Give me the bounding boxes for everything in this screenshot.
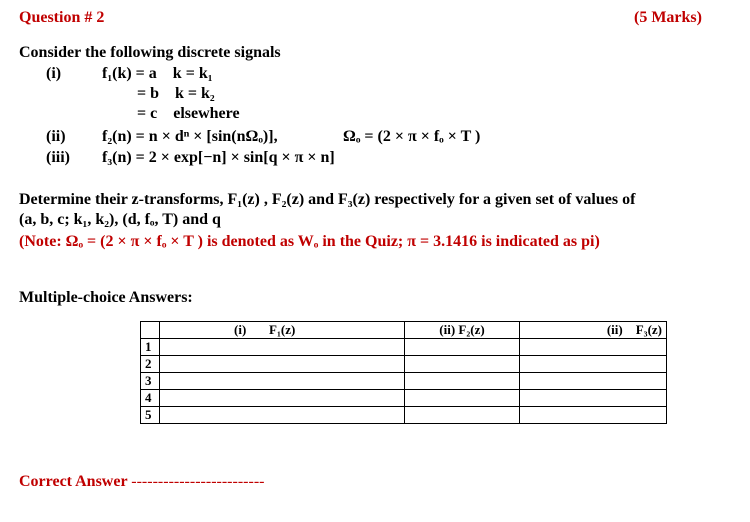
answer-cell[interactable]	[160, 407, 405, 424]
answer-cell[interactable]	[405, 407, 520, 424]
row-number: 1	[141, 339, 160, 356]
answers-table	[140, 321, 667, 424]
signal-ii-expression: f₂(n) = n × dⁿ × [sin(nΩₒ)],	[102, 128, 278, 145]
answer-cell[interactable]	[520, 373, 667, 390]
signal-i-label: (i)	[46, 65, 62, 82]
correct-answer-text: Correct Answer	[19, 473, 128, 490]
answer-cell[interactable]	[520, 390, 667, 407]
table-header-row	[141, 322, 667, 339]
table-header-cell: (i) F₁(z)	[160, 322, 405, 339]
table-row	[141, 390, 667, 407]
answer-cell[interactable]	[160, 339, 405, 356]
intro-text: Consider the following discrete signals	[19, 44, 281, 61]
task-line-1: Determine their z-transforms, F₁(z) , F₂(z) and F₃(z) respectively for a given set of values of	[19, 191, 636, 208]
answer-cell[interactable]	[405, 339, 520, 356]
signal-ii-label: (ii)	[46, 128, 66, 145]
answer-cell[interactable]	[160, 356, 405, 373]
answer-cell[interactable]	[520, 407, 667, 424]
signal-i-line1: f₁(k) = a k = k₁	[102, 65, 213, 82]
signal-iii-label: (iii)	[46, 149, 70, 166]
task-line-2: (a, b, c; k₁, k₂), (d, fₒ, T) and q	[19, 211, 221, 228]
answer-cell[interactable]	[160, 373, 405, 390]
row-number: 2	[141, 356, 160, 373]
omega-definition: Ωₒ = (2 × π × fₒ × T )	[343, 128, 481, 145]
answer-cell[interactable]	[405, 390, 520, 407]
correct-answer-label	[19, 472, 264, 492]
mcq-title: Multiple-choice Answers:	[19, 289, 193, 306]
table-row	[141, 373, 667, 390]
answer-blank-line[interactable]: -------------------------	[131, 473, 265, 490]
answer-cell[interactable]	[520, 339, 667, 356]
table-header-cell: (ii) F₃(z)	[520, 322, 667, 339]
signal-iii-expression: f₃(n) = 2 × exp[−n] × sin[q × π × n]	[102, 149, 335, 166]
table-header-cell: (ii) F₂(z)	[405, 322, 520, 339]
table-row	[141, 356, 667, 373]
answer-cell[interactable]	[405, 356, 520, 373]
answer-cell[interactable]	[160, 390, 405, 407]
row-number: 5	[141, 407, 160, 424]
answer-cell[interactable]	[405, 373, 520, 390]
row-number: 4	[141, 390, 160, 407]
table-row	[141, 339, 667, 356]
note-text: (Note: Ωₒ = (2 × π × fₒ × T ) is denoted as Wₒ in the Quiz; π = 3.1416 is indicated as pi)	[19, 233, 600, 250]
signal-i-line2: = b k = k₂	[137, 85, 215, 102]
question-number: Question # 2	[19, 9, 105, 26]
signal-i-line3: = c elsewhere	[137, 105, 240, 122]
table-row	[141, 407, 667, 424]
marks-label: (5 Marks)	[634, 9, 702, 26]
row-number: 3	[141, 373, 160, 390]
answer-cell[interactable]	[520, 356, 667, 373]
table-header-cell	[141, 322, 160, 339]
